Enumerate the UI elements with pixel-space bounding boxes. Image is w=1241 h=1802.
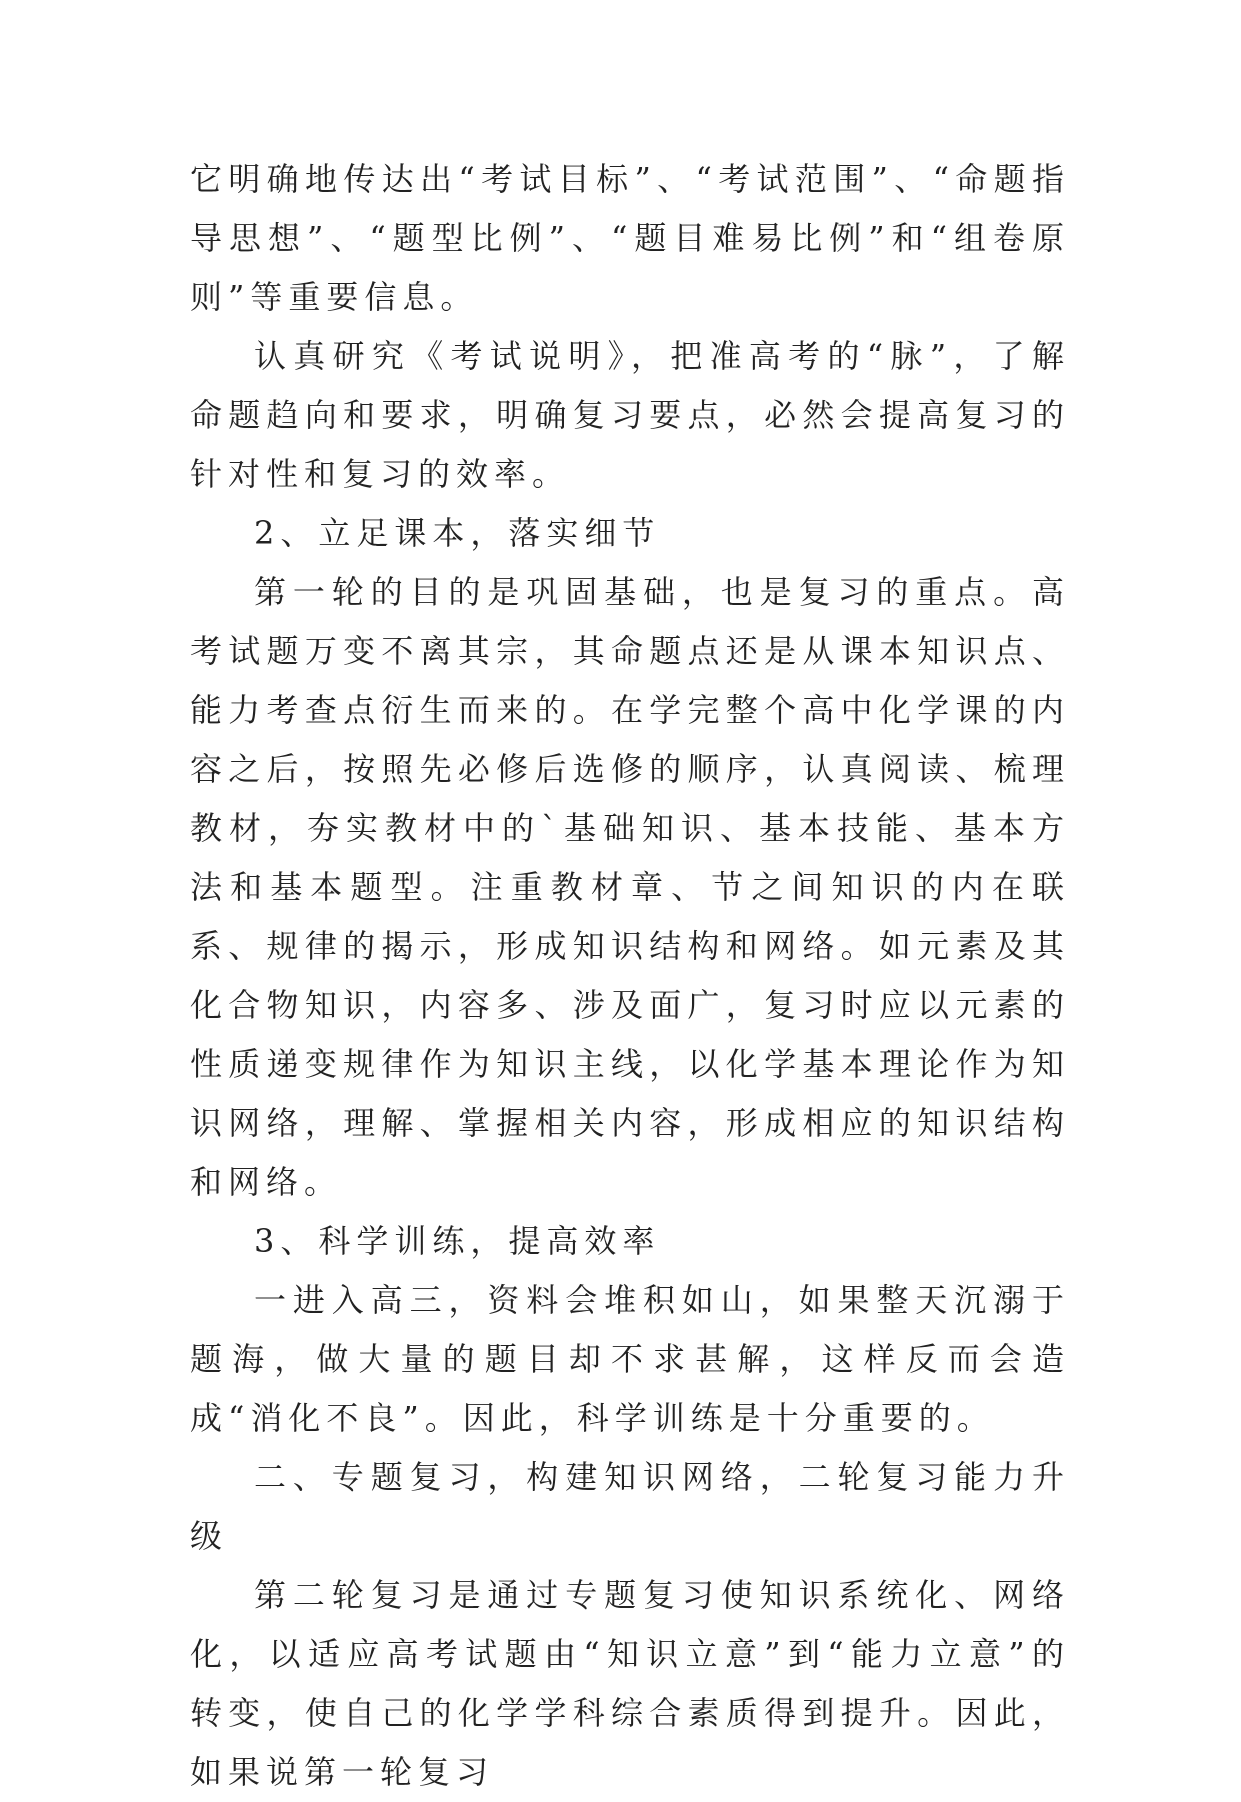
paragraph-training: 一进入高三，资料会堆积如山，如果整天沉溺于题海，做大量的题目却不求甚解，这样反而会造成“消化不良”。因此，科学训练是十分重要的。	[190, 1281, 1070, 1437]
paragraph-first-round: 第一轮的目的是巩固基础，也是复习的重点。高考试题万变不离其宗，其命题点还是从课本知识点、能力考查点衍生而来的。在学完整个高中化学课的内容之后，按照先必修后选修的顺序，认真阅读、梳理教材，夯实教材中的`基础知识、基本技能、基本方法和基本题型。注重教材章、节之间知识的内在联系、规律的揭示，形成知识结构和网络。如元素及其化合物知识，内容多、涉及面广，复习时应以元素的性质递变规律作为知识主线，以化学基本理论作为知识网络，理解、掌握相关内容，形成相应的知识结构和网络。	[190, 573, 1070, 1201]
document-body	[190, 150, 1070, 1802]
section-heading-training: 3、科学训练，提高效率	[254, 1222, 661, 1260]
paragraph-study-exam-guide: 认真研究《考试说明》，把准高考的“脉”，了解命题趋向和要求，明确复习要点，必然会提高复习的针对性和复习的效率。	[190, 337, 1070, 493]
paragraph-second-round: 第二轮复习是通过专题复习使知识系统化、网络化，以适应高考试题由“知识立意”到“能力立意”的转变，使自己的化学学科综合素质得到提升。因此，如果说第一轮复习	[190, 1576, 1070, 1791]
paragraph-exam-info: 它明确地传达出“考试目标”、“考试范围”、“命题指导思想”、“题型比例”、“题目难易比例”和“组卷原则”等重要信息。	[190, 160, 1070, 316]
section-heading-textbook: 2、立足课本，落实细节	[254, 514, 661, 552]
section-heading-topic-review: 二、专题复习，构建知识网络，二轮复习能力升级	[190, 1458, 1070, 1555]
